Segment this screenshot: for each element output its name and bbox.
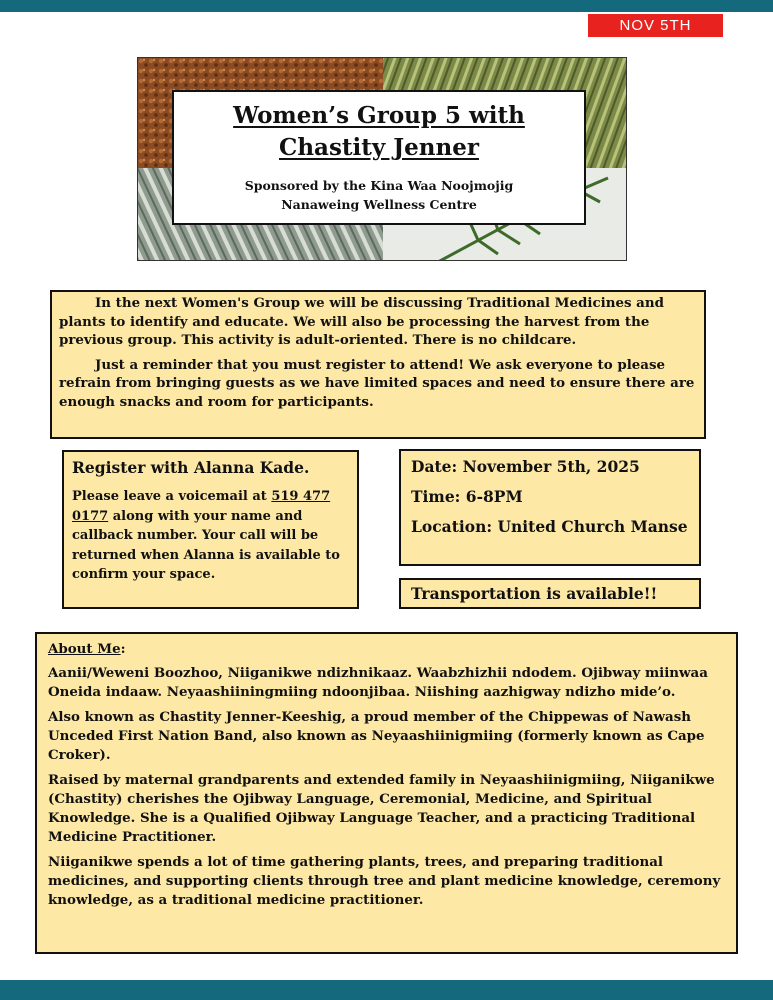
register-box [62,450,359,609]
about-paragraph-1: Aanii/Weweni Boozhoo, Niiganikwe ndizhnikaaz. Waabzhizhii ndodem. Ojibway miinwaa Oneida indaaw. Neyaashiiningmiing ndoonjibaa. Niishing aazhigway ndizho mide’o. [48,665,708,700]
event-time: Time: 6-8PM [411,487,523,506]
about-paragraph-3: Raised by maternal grandparents and extended family in Neyaashiinigmiing, Niiganikwe (Chastity) cherishes the Ojibway Language, Ceremonial, Medicine, and Spiritual Knowledge. She is a Qualified Ojibway Language Teacher, and a practicing Traditional Medicine Practitioner. [48,772,715,845]
event-date: Date: November 5th, 2025 [411,457,640,476]
about-paragraph-2: Also known as Chastity Jenner-Keeshig, a proud member of the Chippewas of Nawash Unceded First Nation Band, also known as Neyaashiinigmiing (formerly known as Cape Croker). [48,709,705,763]
sponsor-text [174,176,584,214]
register-text-before: Please leave a voicemail at [72,489,272,504]
title-line-2: Chastity Jenner [279,134,479,161]
title-line-1: Women’s Group 5 with [233,102,525,129]
top-bar [0,0,773,12]
intro-box [50,290,706,439]
about-paragraph-4: Niiganikwe spends a lot of time gathering plants, trees, and preparing traditional medicines, and supporting clients through tree and plant medicine knowledge, ceremony knowledge, as a traditional medicine practitioner. [48,854,721,908]
intro-paragraph-1: In the next Women's Group we will be discussing Traditional Medicines and plants to identify and educate. We will also be processing the harvest from the previous group. This activity is adult-oriented. There is no childcare. [59,295,664,348]
about-heading-text: About Me [48,641,121,657]
about-heading-colon: : [120,641,126,657]
register-text-after: along with your name and callback number. Your call will be returned when Alanna is available to confirm your space. [72,508,340,582]
about-me-box [35,632,738,954]
sponsor-line-1: Sponsored by the Kina Waa Noojmojig [244,178,514,193]
title-box [172,90,586,225]
register-heading: Register with Alanna Kade. [72,458,310,477]
transportation-box: Transportation is available!! [399,578,701,609]
date-tag: NOV 5TH [588,14,723,37]
intro-paragraph-2: Just a reminder that you must register to attend! We ask everyone to please refrain from bringing guests as we have limited spaces and need to ensure there are enough snacks and room for participants. [59,356,695,410]
register-text [72,487,349,585]
banner [137,57,627,261]
event-details-box [399,449,701,566]
event-title [174,100,584,164]
about-heading [48,640,726,659]
bottom-bar [0,980,773,1000]
event-location: Location: United Church Manse [411,517,688,536]
phone-number: 519 477 0177 [72,489,331,524]
sponsor-line-2: Nanaweing Wellness Centre [281,197,477,212]
